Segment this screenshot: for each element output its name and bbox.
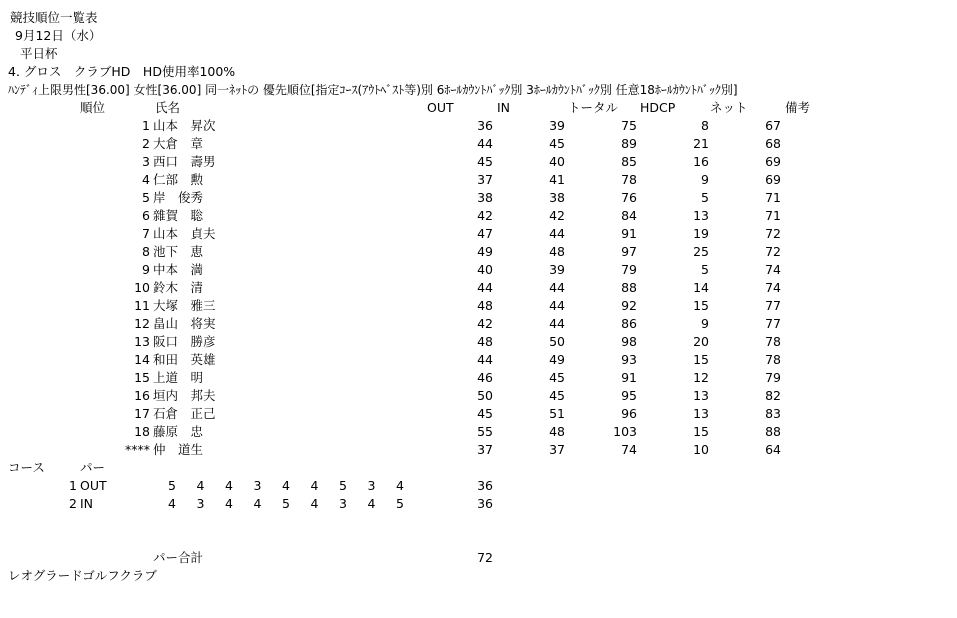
row-net: 69 bbox=[765, 154, 781, 169]
row-rank: 14 bbox=[134, 352, 150, 367]
row-in: 39 bbox=[549, 262, 565, 277]
report-date: 9月12日（水） bbox=[15, 28, 102, 43]
tiebreak-rules: ﾊﾝﾃﾞｨ上限男性[36.00] 女性[36.00] 同一ﾈｯﾄの 優先順位[指定ｺｰｽ(ｱｳﾄﾍﾞｽﾄ等)別 6ﾎｰﾙｶｳﾝﾄﾊﾞｯｸ別 3ﾎｰﾙｶｳﾝﾄﾊﾞｯｸ別 任意18ﾎｰﾙｶｳﾝﾄﾊﾞｯｸ別] bbox=[8, 83, 738, 97]
hole-par: 4 bbox=[310, 478, 319, 493]
row-in: 41 bbox=[549, 172, 565, 187]
row-total: 74 bbox=[621, 442, 637, 457]
row-name: 畠山 将実 bbox=[153, 316, 216, 331]
col-net: ネット bbox=[710, 100, 748, 115]
row-name: 和田 英雄 bbox=[153, 352, 216, 367]
hole-par: 3 bbox=[196, 496, 205, 511]
row-rank: 15 bbox=[134, 370, 150, 385]
row-total: 76 bbox=[621, 190, 637, 205]
row-rank: 6 bbox=[142, 208, 150, 223]
row-total: 86 bbox=[621, 316, 637, 331]
row-name: 山本 昇次 bbox=[153, 118, 216, 133]
row-total: 97 bbox=[621, 244, 637, 259]
row-out: 42 bbox=[477, 208, 493, 223]
row-hdcp: 13 bbox=[693, 388, 709, 403]
row-net: 72 bbox=[765, 244, 781, 259]
row-name: 西口 壽男 bbox=[153, 154, 216, 169]
row-total: 98 bbox=[621, 334, 637, 349]
row-name: 上道 明 bbox=[153, 370, 204, 385]
club-name: レオグラードゴルフクラブ bbox=[8, 568, 157, 583]
row-net: 88 bbox=[765, 424, 781, 439]
row-rank: 17 bbox=[134, 406, 150, 421]
row-hdcp: 8 bbox=[701, 118, 709, 133]
col-out: OUT bbox=[427, 100, 454, 115]
row-in: 48 bbox=[549, 244, 565, 259]
row-hdcp: 15 bbox=[693, 352, 709, 367]
row-rank: 12 bbox=[134, 316, 150, 331]
row-name: 大倉 章 bbox=[153, 136, 204, 151]
course-par-total: 36 bbox=[477, 478, 493, 493]
row-out: 37 bbox=[477, 172, 493, 187]
report-title: 競技順位一覧表 bbox=[10, 10, 98, 25]
row-name: 仲 道生 bbox=[153, 442, 204, 457]
event-name: 平日杯 bbox=[20, 46, 58, 61]
par-total-label: パー合計 bbox=[153, 550, 204, 565]
row-name: 岸 俊秀 bbox=[153, 190, 204, 205]
scoring-method: 4. グロス クラブHD HD使用率100% bbox=[8, 64, 236, 79]
course-label: コース bbox=[8, 460, 45, 475]
hole-par: 5 bbox=[282, 496, 290, 511]
row-total: 91 bbox=[621, 226, 637, 241]
row-total: 79 bbox=[621, 262, 637, 277]
hole-par: 4 bbox=[310, 496, 319, 511]
row-rank: 11 bbox=[134, 298, 150, 313]
row-in: 44 bbox=[549, 226, 565, 241]
row-name: 阪口 勝彦 bbox=[153, 334, 216, 349]
hole-par: 5 bbox=[396, 496, 404, 511]
row-out: 37 bbox=[477, 442, 493, 457]
course-no: 1 bbox=[69, 478, 77, 493]
row-net: 69 bbox=[765, 172, 781, 187]
row-in: 45 bbox=[549, 388, 565, 403]
hole-par: 3 bbox=[253, 478, 262, 493]
row-in: 50 bbox=[549, 334, 565, 349]
row-hdcp: 20 bbox=[693, 334, 709, 349]
course-name: IN bbox=[80, 496, 94, 511]
course-no: 2 bbox=[69, 496, 77, 511]
col-rank: 順位 bbox=[80, 100, 106, 115]
row-net: 77 bbox=[765, 298, 781, 313]
hole-par: 4 bbox=[396, 478, 404, 493]
row-hdcp: 16 bbox=[693, 154, 709, 169]
row-hdcp: 10 bbox=[693, 442, 709, 457]
row-out: 45 bbox=[477, 154, 493, 169]
row-hdcp: 9 bbox=[701, 172, 709, 187]
row-hdcp: 19 bbox=[693, 226, 709, 241]
row-name: 池下 恵 bbox=[153, 244, 204, 259]
col-name: 氏名 bbox=[155, 100, 181, 115]
row-out: 44 bbox=[477, 136, 493, 151]
hole-par: 4 bbox=[282, 478, 290, 493]
hole-par: 5 bbox=[168, 478, 176, 493]
hole-par: 3 bbox=[367, 478, 376, 493]
row-out: 45 bbox=[477, 406, 493, 421]
row-out: 48 bbox=[477, 334, 493, 349]
course-name: OUT bbox=[80, 478, 107, 493]
row-out: 49 bbox=[477, 244, 493, 259]
row-hdcp: 21 bbox=[693, 136, 709, 151]
row-rank: **** bbox=[125, 442, 150, 457]
row-net: 83 bbox=[765, 406, 781, 421]
hole-par: 5 bbox=[339, 478, 347, 493]
row-net: 68 bbox=[765, 136, 781, 151]
row-total: 84 bbox=[621, 208, 637, 223]
row-in: 44 bbox=[549, 316, 565, 331]
col-in: IN bbox=[497, 100, 511, 115]
row-name: 大塚 雅三 bbox=[153, 298, 216, 313]
row-name: 垣内 邦夫 bbox=[153, 388, 216, 403]
row-out: 44 bbox=[477, 280, 493, 295]
row-net: 64 bbox=[765, 442, 781, 457]
row-rank: 1 bbox=[142, 118, 150, 133]
row-out: 40 bbox=[477, 262, 493, 277]
row-out: 48 bbox=[477, 298, 493, 313]
row-in: 42 bbox=[549, 208, 565, 223]
row-rank: 8 bbox=[142, 244, 150, 259]
row-hdcp: 5 bbox=[701, 262, 709, 277]
row-rank: 4 bbox=[142, 172, 150, 187]
hole-par: 3 bbox=[339, 496, 347, 511]
row-hdcp: 14 bbox=[693, 280, 709, 295]
row-name: 仁部 勲 bbox=[153, 172, 204, 187]
hole-par: 4 bbox=[367, 496, 376, 511]
row-rank: 3 bbox=[142, 154, 150, 169]
row-rank: 16 bbox=[134, 388, 150, 403]
par-label: パー bbox=[80, 460, 106, 475]
row-in: 44 bbox=[549, 280, 565, 295]
row-name: 藤原 忠 bbox=[153, 424, 204, 439]
row-in: 37 bbox=[549, 442, 565, 457]
row-out: 42 bbox=[477, 316, 493, 331]
row-rank: 9 bbox=[142, 262, 150, 277]
hole-par: 4 bbox=[225, 478, 233, 493]
row-total: 75 bbox=[621, 118, 637, 133]
row-name: 雜賀 聡 bbox=[153, 208, 204, 223]
row-in: 38 bbox=[549, 190, 565, 205]
row-out: 36 bbox=[477, 118, 493, 133]
row-net: 78 bbox=[765, 334, 781, 349]
col-hdcp: HDCP bbox=[640, 100, 676, 115]
course-par-total: 36 bbox=[477, 496, 493, 511]
row-rank: 13 bbox=[134, 334, 150, 349]
row-hdcp: 15 bbox=[693, 298, 709, 313]
row-total: 89 bbox=[621, 136, 637, 151]
row-net: 72 bbox=[765, 226, 781, 241]
row-out: 55 bbox=[477, 424, 493, 439]
row-net: 77 bbox=[765, 316, 781, 331]
row-net: 71 bbox=[765, 208, 781, 223]
row-hdcp: 9 bbox=[701, 316, 709, 331]
row-in: 39 bbox=[549, 118, 565, 133]
row-total: 95 bbox=[621, 388, 637, 403]
col-note: 備考 bbox=[785, 100, 811, 115]
row-total: 88 bbox=[621, 280, 637, 295]
par-total-value: 72 bbox=[477, 550, 493, 565]
row-total: 85 bbox=[621, 154, 637, 169]
row-total: 93 bbox=[621, 352, 637, 367]
hole-par: 4 bbox=[225, 496, 233, 511]
row-total: 91 bbox=[621, 370, 637, 385]
row-in: 49 bbox=[549, 352, 565, 367]
row-hdcp: 5 bbox=[701, 190, 709, 205]
row-total: 103 bbox=[613, 424, 637, 439]
row-name: 鈴木 清 bbox=[153, 280, 204, 295]
row-total: 78 bbox=[621, 172, 637, 187]
row-net: 74 bbox=[765, 280, 781, 295]
row-in: 48 bbox=[549, 424, 565, 439]
row-in: 51 bbox=[549, 406, 565, 421]
col-total: トータル bbox=[568, 100, 619, 115]
row-out: 47 bbox=[477, 226, 493, 241]
hole-par: 4 bbox=[168, 496, 176, 511]
row-in: 44 bbox=[549, 298, 565, 313]
row-net: 79 bbox=[765, 370, 781, 385]
row-in: 45 bbox=[549, 136, 565, 151]
row-out: 46 bbox=[477, 370, 493, 385]
row-net: 82 bbox=[765, 388, 781, 403]
row-out: 44 bbox=[477, 352, 493, 367]
row-name: 山本 貞夫 bbox=[153, 226, 216, 241]
row-net: 71 bbox=[765, 190, 781, 205]
row-net: 67 bbox=[765, 118, 781, 133]
row-rank: 7 bbox=[142, 226, 150, 241]
row-net: 78 bbox=[765, 352, 781, 367]
row-out: 50 bbox=[477, 388, 493, 403]
row-rank: 18 bbox=[134, 424, 150, 439]
row-hdcp: 25 bbox=[693, 244, 709, 259]
row-name: 石倉 正己 bbox=[153, 406, 216, 421]
row-hdcp: 12 bbox=[693, 370, 709, 385]
row-in: 45 bbox=[549, 370, 565, 385]
row-rank: 10 bbox=[134, 280, 150, 295]
row-hdcp: 13 bbox=[693, 208, 709, 223]
row-total: 92 bbox=[621, 298, 637, 313]
row-rank: 2 bbox=[142, 136, 150, 151]
row-total: 96 bbox=[621, 406, 637, 421]
row-hdcp: 13 bbox=[693, 406, 709, 421]
row-hdcp: 15 bbox=[693, 424, 709, 439]
row-out: 38 bbox=[477, 190, 493, 205]
row-rank: 5 bbox=[142, 190, 150, 205]
row-net: 74 bbox=[765, 262, 781, 277]
hole-par: 4 bbox=[196, 478, 205, 493]
hole-par: 4 bbox=[253, 496, 262, 511]
row-name: 中本 満 bbox=[153, 262, 204, 277]
row-in: 40 bbox=[549, 154, 565, 169]
